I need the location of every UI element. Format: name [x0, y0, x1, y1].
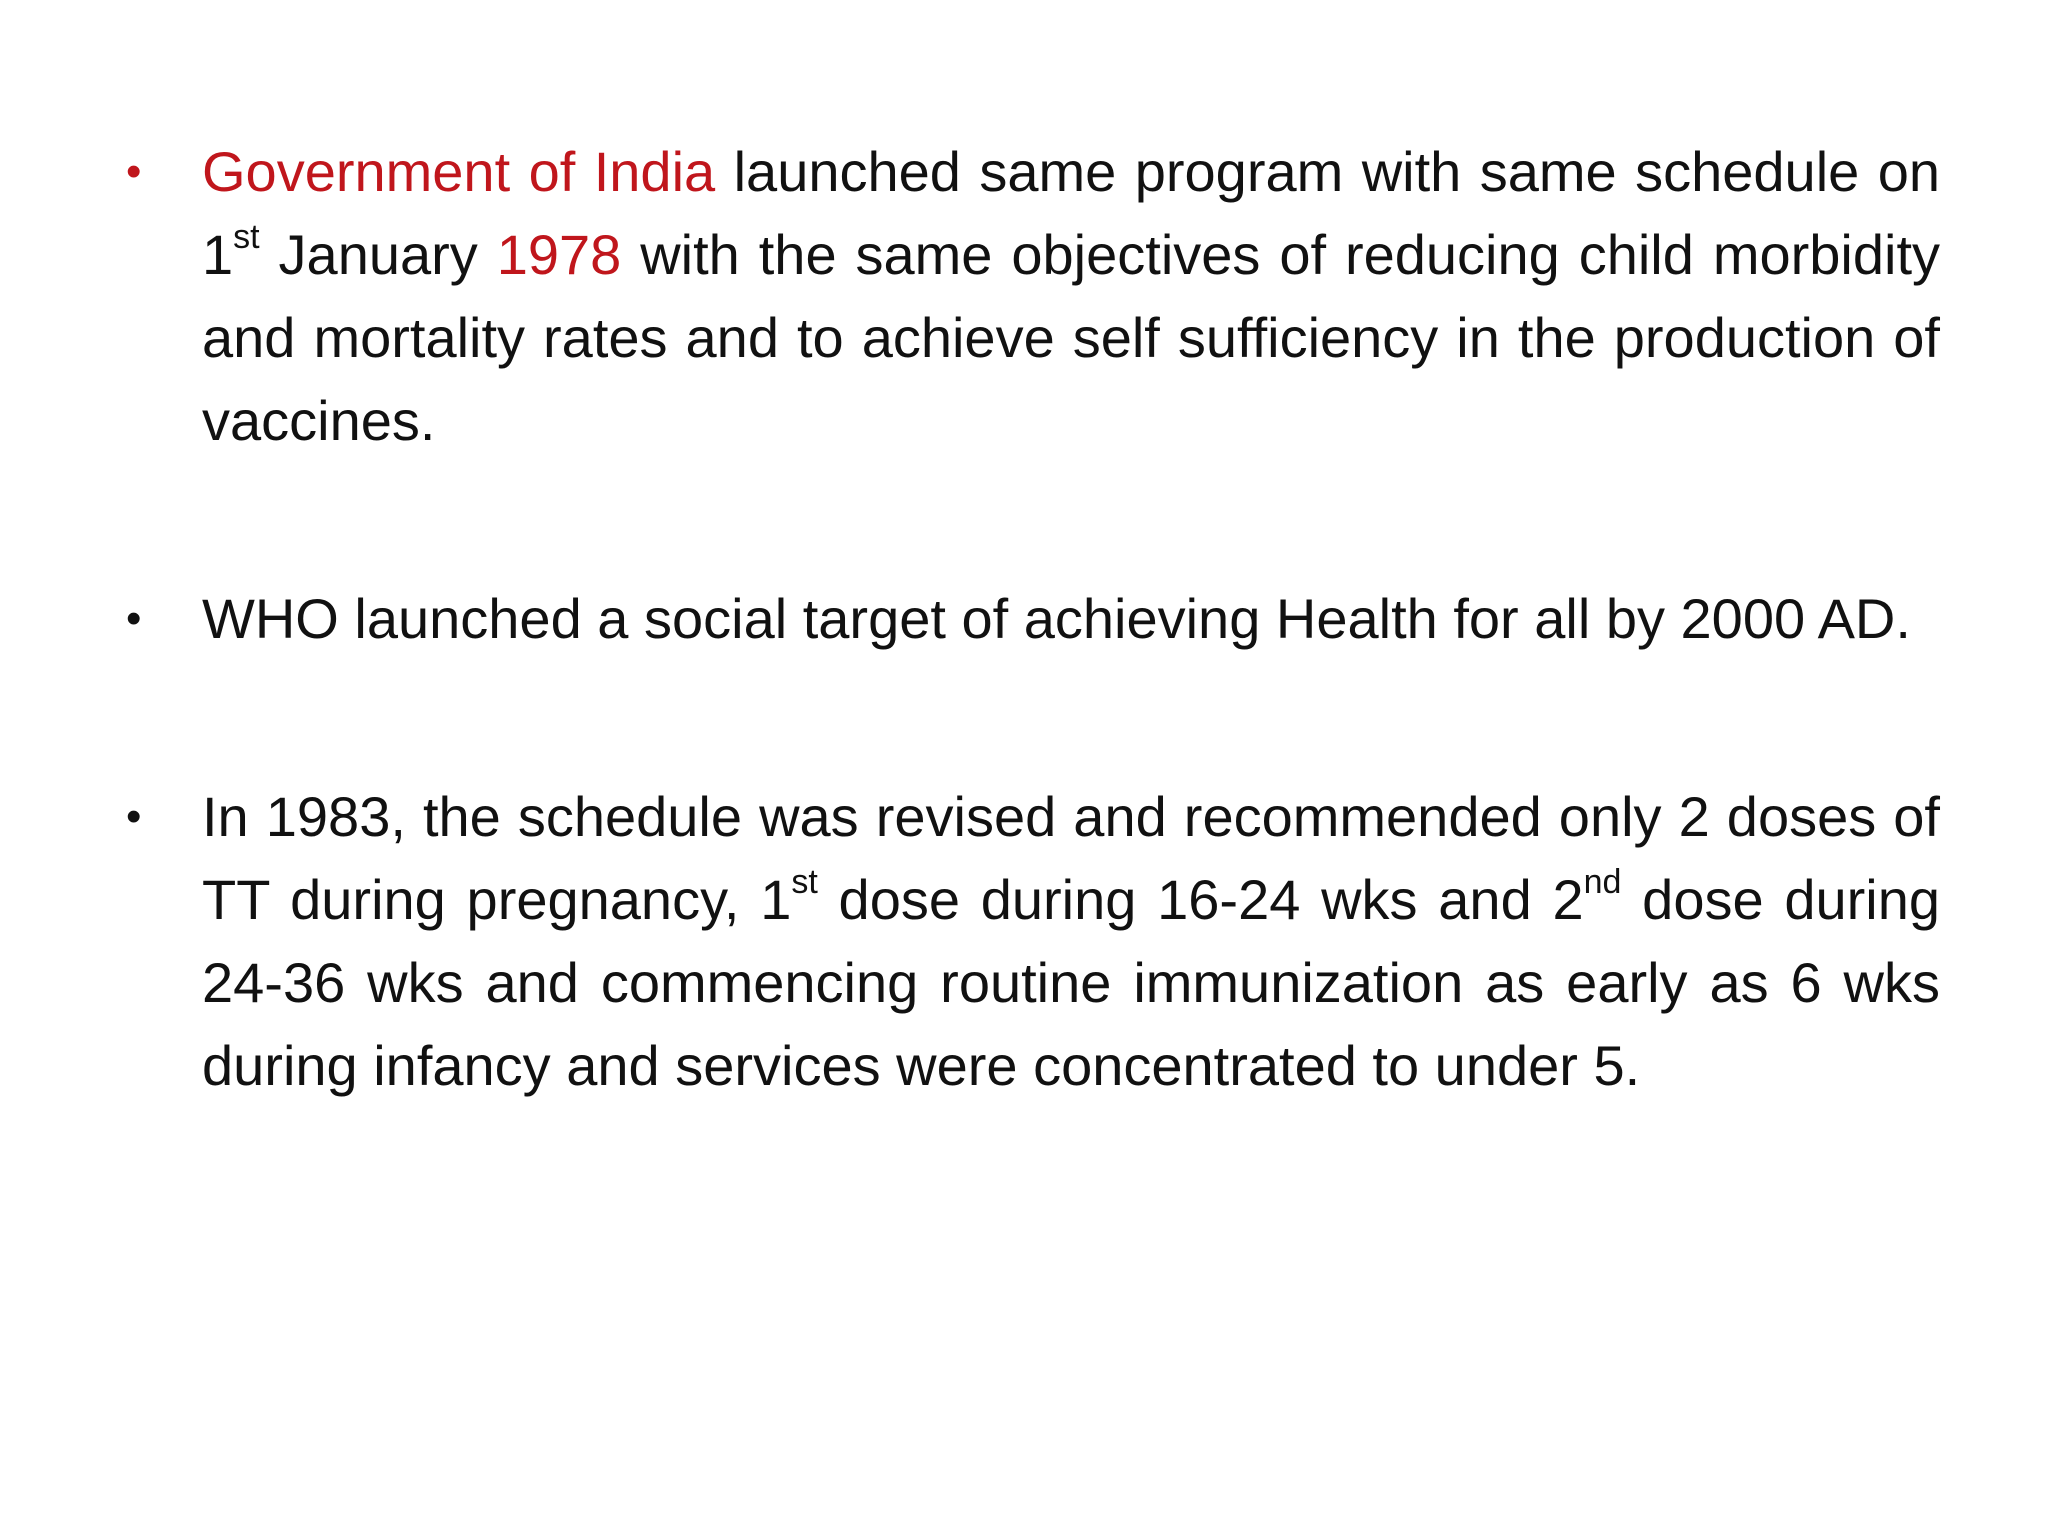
bullet-text: January	[259, 223, 497, 286]
bullet-item-2	[120, 577, 1940, 660]
bullet-text: dose during 24-36 wks and commencing routine immunization as early as 6 wks during infancy and services were concentrated to under 5.	[202, 868, 1941, 1097]
bullet-text: dose during 16-24 wks and 2	[817, 868, 1584, 931]
bullet-item-3	[120, 775, 1940, 1107]
superscript: st	[233, 218, 260, 257]
bullet-text: with the same objectives of reducing child morbidity and mortality rates and to achieve self sufficiency in the production of vaccines.	[202, 223, 1940, 452]
bullet-text: WHO launched a social target of achieving Health for all by 2000 AD.	[202, 587, 1911, 650]
superscript: st	[791, 863, 818, 902]
bullet-item-1	[120, 130, 1940, 462]
bullet-marker: •	[126, 594, 142, 643]
superscript: nd	[1583, 863, 1622, 902]
bullet-marker: •	[126, 147, 142, 196]
bullet-marker: •	[126, 792, 142, 841]
highlight-government-of-india: Government of India	[202, 140, 716, 203]
bullet-text: In 1983, the schedule was revised and recommended only 2 doses of TT during pregnancy, 1	[202, 785, 1940, 931]
bullet-list	[120, 130, 1940, 1107]
bullet-text: launched same program with same schedule on 1	[202, 140, 1941, 286]
highlight-year-1978: 1978	[496, 223, 622, 286]
